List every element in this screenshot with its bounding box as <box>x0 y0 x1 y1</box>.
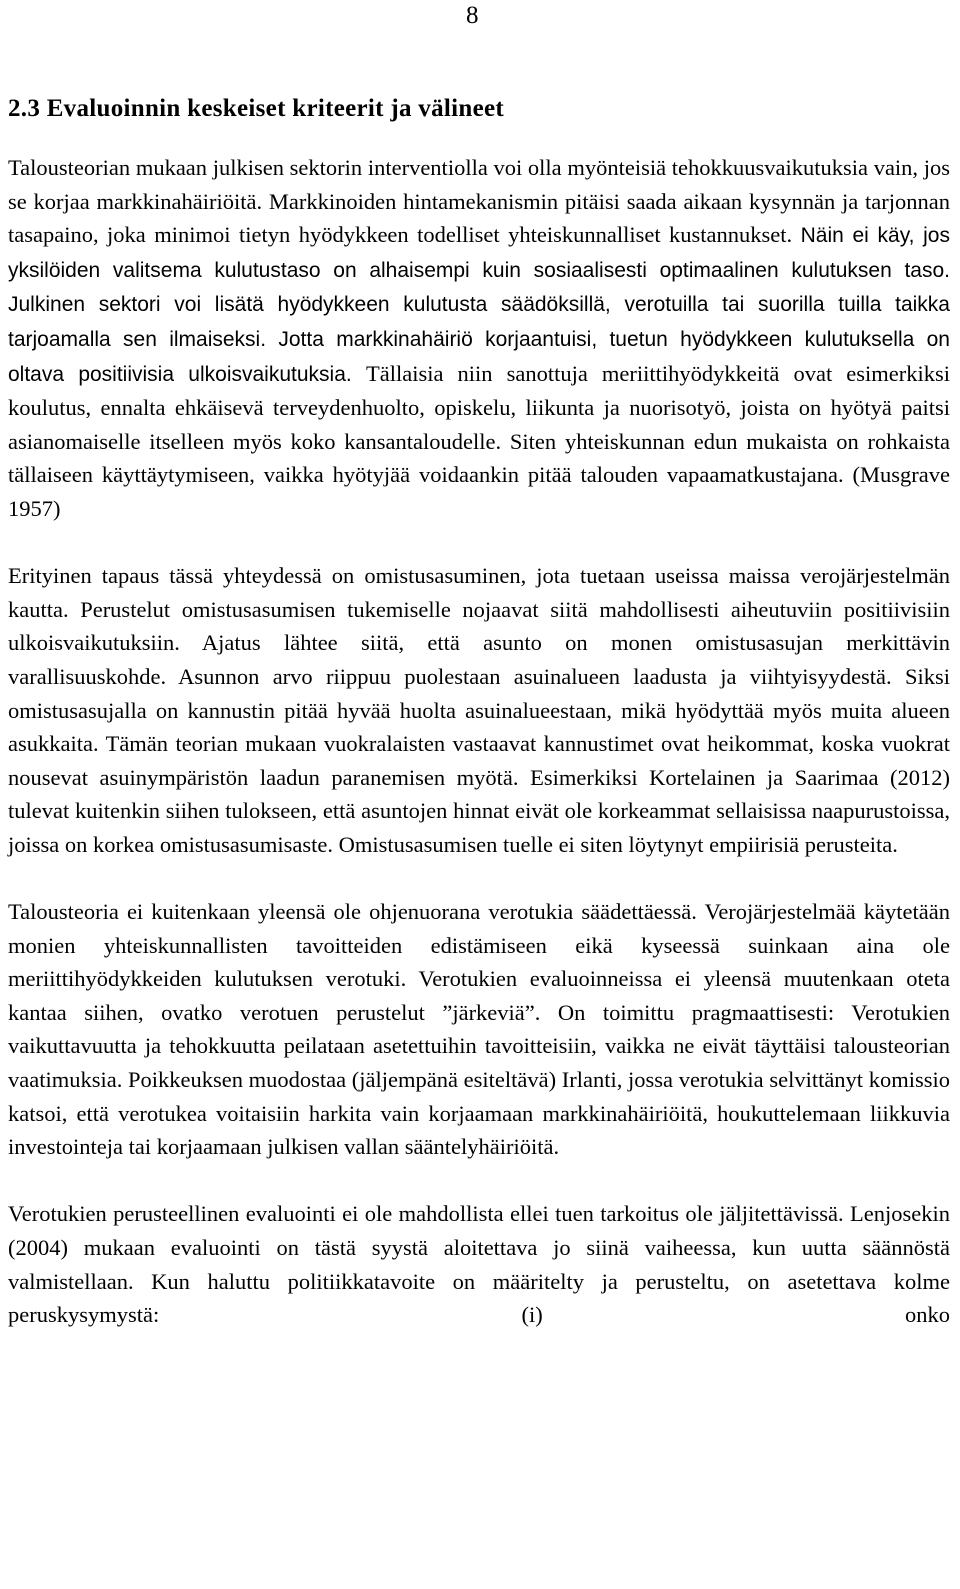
paragraph-3-segment: Talousteoria ei kuitenkaan yleensä ole ohjenuorana verotukia säädettäessä. Verojärjestelmää käytetään monien yhteiskunnallisten tavoitteiden edistämiseen eikä kyseessä suinkaan aina ole meriittihyödykkeiden kulutuksen verotuki. Verotukien evaluoinneissa ei yleensä muutenkaan oteta kantaa siihen, ovatko verotuen perustelut ”järkeviä”. On toimittu pragmaattisesti: Verotukien vaikuttavuutta ja tehokkuutta peilataan asetettuihin tavoitteisiin, vaikka ne eivät täyttäisi talousteorian vaatimuksia. Poikkeuksen muodostaa (jäljempänä esiteltävä) Irlanti, jossa verotukia selvittänyt komissio katsoi, että verotukea voitaisiin harkita vain korjaamaan markkinahäiriöitä, houkuttelemaan liikkuvia investointeja tai korjaamaan julkisen vallan sääntelyhäiriöitä. <box>8 899 950 1160</box>
body-text <box>8 151 950 1332</box>
paragraph-1-segment: Talousteorian mukaan julkisen sektorin interventiolla voi olla myönteisiä tehokkuusvaikutuksia vain, jos se korjaa markkinahäiriöitä. Markkinoiden hintamekanismin pitäisi saada aikaan kysynnän ja tarjonnan tasapaino, joka minimoi tietyn hyödykkeen todelliset yhteiskunnalliset kustannukset. <box>8 155 950 248</box>
paragraph-1-segment: Tällaisia niin sanottuja meriittihyödykkeitä ovat esimerkiksi koulutus, ennalta ehkäisevä terveydenhuolto, opiskelu, liikunta ja nuorisotyö, joista on hyötyä paitsi asianomaiselle itselleen myös koko kansantaloudelle. Siten yhteiskunnan edun mukaista on rohkaista tällaiseen käyttäytymiseen, vaikka hyötyjää voidaankin pitää talouden vapaamatkustajana. (Musgrave 1957) <box>8 360 950 521</box>
paragraph-2 <box>8 559 950 861</box>
page-number: 8 <box>466 2 479 29</box>
paragraph-2-segment: Erityinen tapaus tässä yhteydessä on omistusasuminen, jota tuetaan useissa maissa verojärjestelmän kautta. Perustelut omistusasumisen tukemiselle nojaavat siitä mahdollisesti aiheutuviin positiivisiin ulkoisvaikutuksiin. Ajatus lähtee siitä, että asunto on monen omistusasujan merkittävin varallisuuskohde. Asunnon arvo riippuu puolestaan asuinalueen laadusta ja viihtyisyydestä. Siksi omistusasujalla on kannustin pitää hyvää huolta asuinalueestaan, mikä hyödyttää myös muita alueen asukkaita. Tämän teorian mukaan vuokralaisten vastaavat kannustimet ovat heikommat, koska vuokrat nousevat asuinympäristön laadun paranemisen myötä. Esimerkiksi Kortelainen ja Saarimaa (2012) tulevat kuitenkin siihen tulokseen, että asuntojen hinnat eivät ole korkeammat sellaisissa naapurustoissa, joissa on korkea omistusasumisaste. Omistusasumisen tuelle ei siten löytynyt empiirisiä perusteita. <box>8 563 950 857</box>
paragraph-4 <box>8 1197 950 1331</box>
paragraph-1 <box>8 151 950 526</box>
paragraph-4-segment: Verotukien perusteellinen evaluointi ei ole mahdollista ellei tuen tarkoitus ole jäljitettävissä. Lenjosekin (2004) mukaan evaluointi on tästä syystä aloitettava jo siinä vaiheessa, kun uutta säännöstä valmistellaan. Kun haluttu politiikkatavoite on määritelty ja perusteltu, on asetettava kolme peruskysymystä: (i) onko <box>8 1201 950 1328</box>
section-heading: 2.3 Evaluoinnin keskeiset kriteerit ja välineet <box>8 95 505 122</box>
paragraph-1-sans-segment: Näin ei käy, jos yksilöiden valitsema kulutustaso on alhaisempi kuin sosiaalisesti optimaalinen kulutuksen taso. Julkinen sektori voi lisätä hyödykkeen kulutusta säädöksillä, verotuilla tai suorilla tuilla taikka tarjoamalla sen ilmaiseksi. Jotta markkinahäiriö korjaantuisi, tuetun hyödykkeen kulutuksella on oltava positiivisia ulkoisvaikutuksia. <box>8 224 950 386</box>
paragraph-3 <box>8 895 950 1164</box>
